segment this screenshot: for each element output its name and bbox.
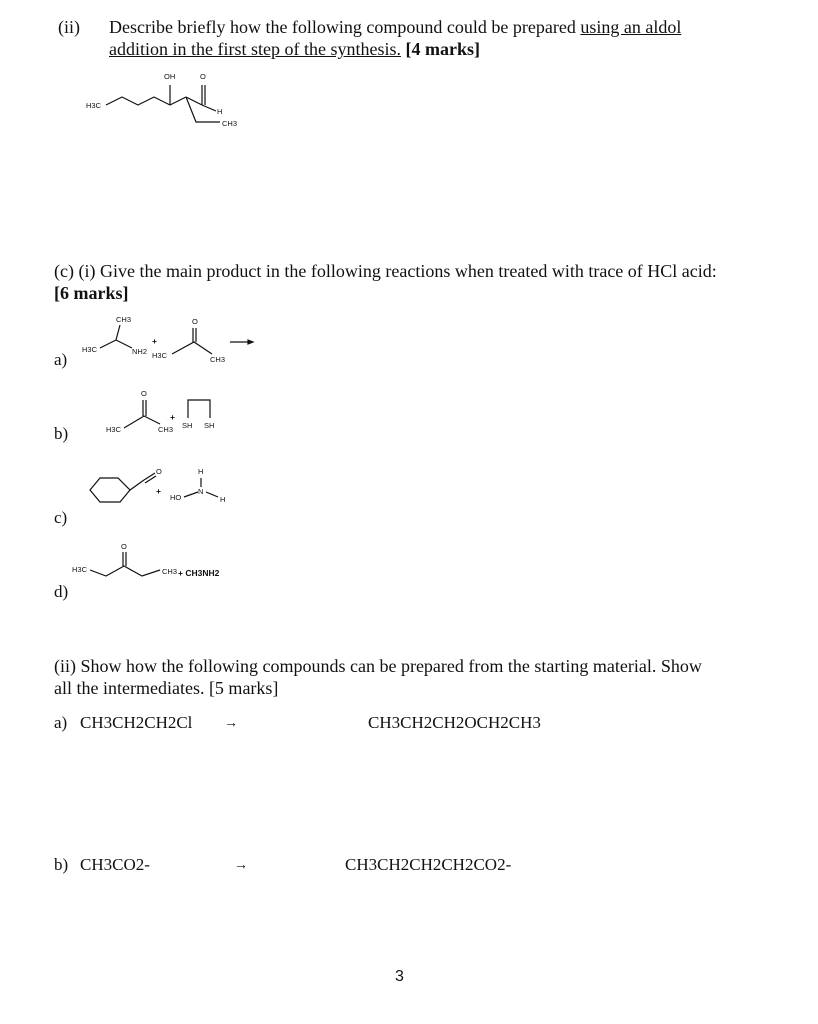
reaction-c-structure [84, 460, 254, 520]
conversion-b-product: CH3CH2CH2CH2CO2- [345, 855, 512, 874]
question-c-ii-line2: all the intermediates. [5 marks] [54, 678, 279, 698]
atom-h3c: H3C [106, 425, 122, 434]
aldol-product-structure [80, 66, 270, 136]
question-number-ii: (ii) [58, 17, 80, 37]
atom-h-top: H [198, 467, 204, 476]
aldehyde-co-2 [145, 476, 156, 483]
reaction-a-structure [80, 310, 270, 380]
amine-chain [100, 340, 132, 348]
atom-sh-2: SH [204, 421, 215, 430]
question-ii-text-plain: Describe briefly how the following compound could be prepared [109, 17, 581, 37]
question-ii-text-underlined-2: addition in the first step of the synthesis. [109, 39, 401, 59]
conversion-b-label: b) [54, 855, 69, 874]
plus-sign: + [170, 412, 175, 422]
reaction-d-structure [66, 540, 276, 590]
aldehyde-co-1 [144, 473, 155, 480]
question-ii-text-underlined: using an aldol [580, 17, 682, 37]
atom-ch3-top: CH3 [116, 315, 132, 324]
question-c-i-line1: (c) (i) Give the main product in the following reactions when treated with trace of HCl acid: [54, 261, 717, 281]
plus-sign: + [156, 486, 161, 496]
atom-ho: HO [170, 493, 182, 502]
methyl-branch [186, 97, 223, 122]
atom-oh: OH [164, 72, 176, 81]
ketone-chain [172, 342, 212, 354]
cyclohexane-ring [90, 478, 130, 502]
atom-ch3: CH3 [158, 425, 174, 434]
dithiol-chain [188, 400, 210, 418]
reagent-methylamine: + CH3NH2 [178, 568, 220, 578]
atom-n: N [198, 487, 204, 496]
atom-h: H [220, 495, 226, 504]
carbon-chain [106, 97, 186, 105]
conversion-a-start: CH3CH2CH2Cl [80, 713, 193, 732]
arrow-head [248, 340, 253, 344]
ketone-chain [90, 566, 160, 576]
question-c-i-marks: [6 marks] [54, 283, 129, 303]
acetone-chain [124, 416, 160, 428]
atom-h3c: H3C [86, 101, 102, 110]
atom-o: O [141, 389, 147, 398]
conversion-a-arrow: → [224, 716, 238, 731]
atom-o: O [121, 542, 127, 551]
atom-o: O [200, 72, 206, 81]
aldehyde-bond [130, 480, 144, 490]
plus-sign: + [152, 336, 157, 346]
question-ii-marks: [4 marks] [400, 39, 480, 59]
atom-sh-1: SH [182, 421, 193, 430]
atom-nh2: NH2 [132, 347, 148, 356]
atom-h3c-2: H3C [152, 351, 168, 360]
atom-h: H [217, 107, 223, 116]
atom-o: O [192, 317, 198, 326]
ho-n-bond [184, 492, 198, 497]
atom-ch3: CH3 [222, 119, 238, 128]
page-number: 3 [395, 968, 404, 985]
reaction-a-label: a) [54, 350, 68, 369]
atom-ch3: CH3 [162, 567, 178, 576]
reaction-b-label: b) [54, 424, 69, 443]
atom-h3c: H3C [72, 565, 88, 574]
atom-ch3: CH3 [210, 355, 226, 364]
atom-o: O [156, 467, 162, 476]
reaction-b-structure [100, 386, 240, 446]
n-h-bond [206, 492, 218, 497]
question-c-i-text [54, 260, 794, 304]
reaction-c-label: c) [54, 508, 68, 527]
conversion-b-arrow: → [234, 858, 248, 873]
conversion-b-start: CH3CO2- [80, 855, 150, 874]
methyl-bond [116, 325, 120, 340]
atom-h3c: H3C [82, 345, 98, 354]
question-ii-text [109, 16, 769, 60]
question-c-ii-line1: (ii) Show how the following compounds can be prepared from the starting material. Show [54, 656, 702, 676]
conversion-a-label: a) [54, 713, 68, 732]
aldehyde-h-bond [202, 105, 216, 111]
question-c-ii-text [54, 655, 794, 699]
conversion-a-product: CH3CH2CH2OCH2CH3 [368, 713, 541, 732]
reaction-d-label: d) [54, 582, 69, 601]
